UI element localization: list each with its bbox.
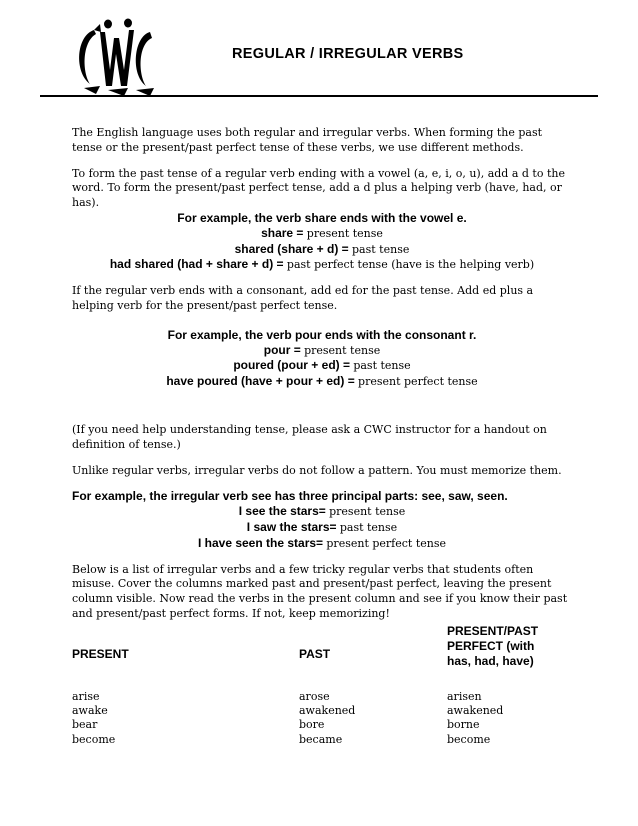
regular-vowel-paragraph: To form the past tense of a regular verb ending with a vowel (a, e, i, o, u), add a d to the word. To form the present/past perfect tense, add a d plus a helping verb (have, had, or has). (72, 166, 565, 210)
column-header-perfect: PRESENT/PAST PERFECT (with has, had, have) (447, 623, 539, 668)
column-header-past: PAST (299, 646, 331, 661)
irregular-example-section (72, 489, 572, 551)
example-line: had shared (had + share + d) = past perfect tense (have is the helping verb) (109, 257, 535, 272)
verb-table-header (72, 624, 572, 680)
example-line: shared (share + d) = past tense (234, 241, 410, 256)
regular-consonant-example-heading: For example, the verb pour ends with the consonant r. (167, 327, 477, 342)
header-rule (40, 95, 598, 97)
cwc-logo (70, 14, 160, 100)
table-row: bear bore borne (72, 718, 480, 732)
example-line: I see the stars= present tense (238, 504, 406, 519)
page-title: REGULAR / IRREGULAR VERBS (232, 46, 464, 62)
example-line: share = present tense (261, 225, 383, 240)
example-line: I saw the stars= past tense (246, 519, 398, 534)
regular-consonant-section (72, 284, 572, 390)
list-intro: Below is a list of irregular verbs and a few tricky regular verbs that students often misuse. Cover the columns marked past and present/past perfect, leaving the present column visible. Now read the verbs in the present column and see if you know their past and present/past perfect forms. If not, keep memorizing! (72, 562, 568, 620)
regular-consonant-paragraph: If the regular verb ends with a consonant, add ed for the past tense. Add ed plus a helping verb for the present/past perfect tense. (72, 284, 534, 312)
example-line: have poured (have + pour + ed) = present perfect tense (166, 374, 478, 389)
table-row: awake awakened awakened (72, 704, 504, 718)
verb-table (72, 690, 572, 747)
regular-vowel-section (72, 167, 572, 274)
regular-vowel-example-heading: For example, the verb share ends with the vowel e. (177, 210, 467, 225)
example-line: poured (pour + ed) = past tense (233, 358, 411, 373)
table-row: become became become (72, 732, 491, 746)
example-line: I have seen the stars= present perfect tense (197, 535, 446, 550)
table-row: arise arose arisen (72, 689, 482, 703)
help-note: (If you need help understanding tense, please ask a CWC instructor for a handout on definition of tense.) (72, 422, 547, 451)
example-line: pour = present tense (263, 342, 381, 357)
irregular-example-heading: For example, the irregular verb see has three principal parts: see, saw, seen. (72, 489, 508, 504)
intro-paragraph: The English language uses both regular and irregular verbs. When forming the past tense or the present/past perfect tense of these verbs, we use different methods. (72, 126, 543, 154)
irregular-intro: Unlike regular verbs, irregular verbs do not follow a pattern. You must memorize them. (72, 463, 562, 477)
document-body (72, 126, 572, 747)
column-header-present: PRESENT (72, 646, 129, 661)
